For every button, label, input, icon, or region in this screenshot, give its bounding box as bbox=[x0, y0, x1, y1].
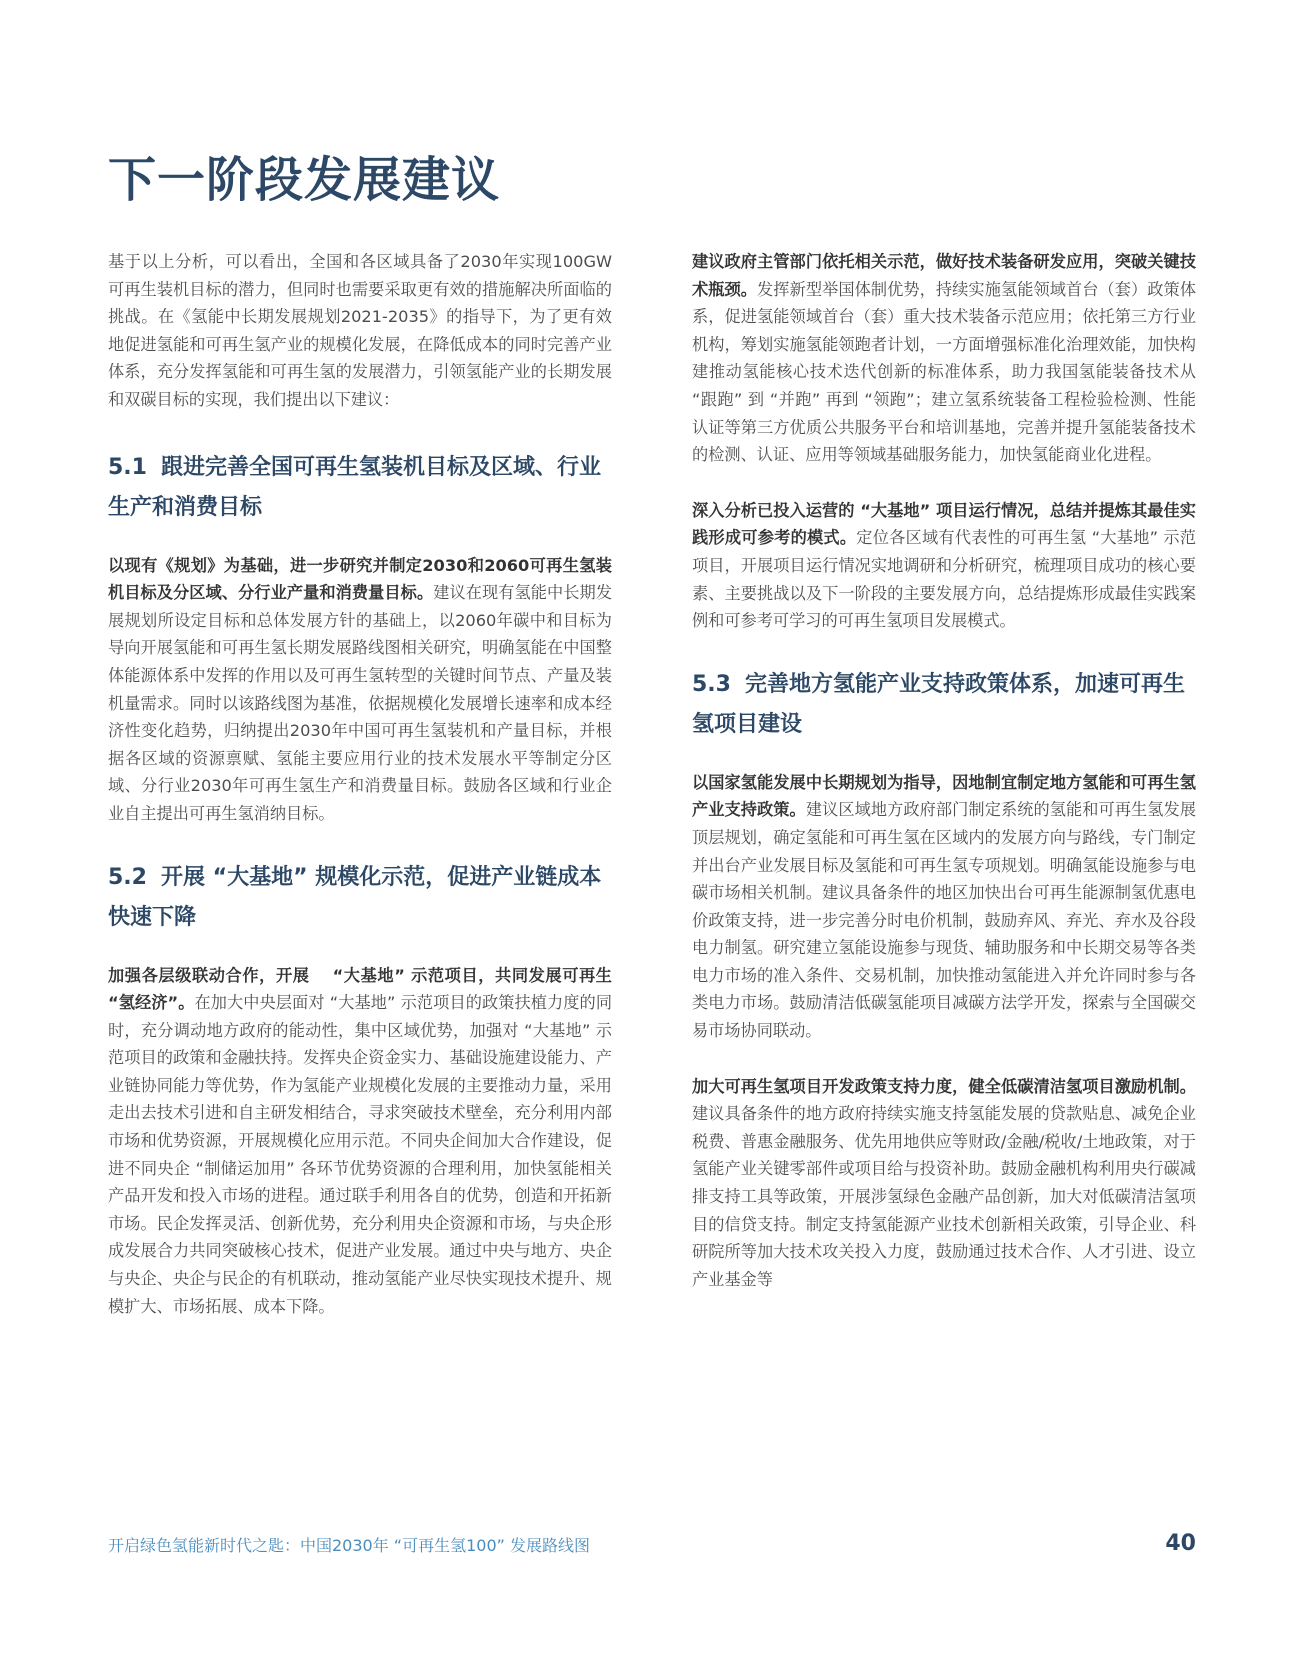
section-title: 完善地方氢能产业支持政策体系，加速可再生氢项目建设 bbox=[692, 671, 1185, 737]
section-5-2-paragraph bbox=[108, 962, 612, 1321]
paragraph-body: 建议在现有氢能中长期发展规划所设定目标和总体发展方针的基础上，以2060年碳中和目标为导向开展氢能和可再生氢长期发展路线图相关研究，明确氢能在中国整体能源体系中发挥的作用以及可再生氢转型的关键时间节点、产量及装机量需求。同时以该路线图为基准，依据规模化发展增长速率和成本经济性变化趋势，归纳提出2030年中国可再生氢装机和产量目标，并根据各区域的资源禀赋、氢能主要应用行业的技术发展水平等制定分区域、分行业2030年可再生氢生产和消费量目标。鼓励各区域和行业企业自主提出可再生氢消纳目标。 bbox=[108, 583, 613, 823]
section-5-3-paragraph-1 bbox=[692, 769, 1196, 1045]
paragraph-lead: 加大可再生氢项目开发政策支持力度，健全低碳清洁氢项目激励机制。 bbox=[692, 1076, 1196, 1096]
section-5-2-heading bbox=[108, 858, 612, 938]
paragraph-lead: 加强各层级联动合作，开展 “大基地” 示范项目，共同发展可再生 “氢经济”。 bbox=[108, 965, 612, 1013]
paragraph-body: 发挥新型举国体制优势，持续实施氢能领域首台（套）政策体系，促进氢能领域首台（套）重大技术装备示范应用；依托第三方行业机构，筹划实施氢能领跑者计划，一方面增强标准化治理效能，加快构建推动氢能核心技术迭代创新的标准体系，助力我国氢能装备技术从 “跟跑” 到 “并跑” 再到 “领跑”；建立氢系统装备工程检验检测、性能认证等第三方优质公共服务平台和培训基地，完善并提升氢能装备技术的检测、认证、应用等领域基础服务能力，加快氢能商业化进程。 bbox=[692, 279, 1197, 465]
section-5-3-paragraph-2 bbox=[692, 1073, 1196, 1294]
paragraph-body: 建议具备条件的地方政府持续实施支持氢能发展的贷款贴息、减免企业税费、普惠金融服务、优先用地供应等财政/金融/税收/土地政策，对于氢能产业关键零部件或项目给与投资补助。鼓励金融机构利用央行碳减排支持工具等政策，开展涉氢绿色金融产品创新，加大对低碳清洁氢项目的信贷支持。制定支持氢能源产业技术创新相关政策，引导企业、科研院所等加大技术攻关投入力度，鼓励通过技术合作、人才引进、设立产业基金等 bbox=[692, 1104, 1196, 1289]
section-number: 5.3 bbox=[692, 671, 731, 697]
footer-report-title: 开启绿色氢能新时代之匙：中国2030年 “可再生氢100” 发展路线图 bbox=[108, 1536, 591, 1555]
section-5-1-heading bbox=[108, 448, 612, 528]
section-title: 跟进完善全国可再生氢装机目标及区域、行业生产和消费目标 bbox=[108, 454, 601, 520]
paragraph-body: 定位各区域有代表性的可再生氢 “大基地” 示范项目，开展项目运行情况实地调研和分析研究，梳理项目成功的核心要素、主要挑战以及下一阶段的主要发展方向，总结提炼形成最佳实践案例和可参考可学习的可再生氢项目发展模式。 bbox=[692, 528, 1197, 631]
paragraph-lead: 以国家氢能发展中长期规划为指导，因地制宜制定地方氢能和可再生氢产业支持政策。 bbox=[692, 772, 1196, 820]
page-title: 下一阶段发展建议 bbox=[108, 152, 501, 208]
page-number: 40 bbox=[1165, 1531, 1196, 1556]
paragraph-body: 建议区域地方政府部门制定系统的氢能和可再生氢发展顶层规划，确定氢能和可再生氢在区域内的发展方向与路线，专门制定并出台产业发展目标及氢能和可再生氢专项规划。明确氢能设施参与电碳市场相关机制。建议具备条件的地区加快出台可再生能源制氢优惠电价政策支持，进一步完善分时电价机制，鼓励弃风、弃光、弃水及谷段电力制氢。研究建立氢能设施参与现货、辅助服务和中长期交易等各类电力市场的准入条件、交易机制，加快推动氢能进入并允许同时参与各类电力市场。鼓励清洁低碳氢能项目减碳方法学开发，探索与全国碳交易市场协同联动。 bbox=[692, 800, 1197, 1041]
left-column bbox=[108, 248, 612, 1320]
section-title: 开展 “大基地” 规模化示范，促进产业链成本快速下降 bbox=[108, 864, 602, 930]
section-5-1-paragraph bbox=[108, 552, 612, 828]
paragraph-body: 在加大中央层面对 “大基地” 示范项目的政策扶植力度的同时，充分调动地方政府的能动性，集中区域优势，加强对 “大基地” 示范项目的政策和金融扶持。发挥央企资金实力、基础设施建设能力、产业链协同能力等优势，作为氢能产业规模化发展的主要推动力量，采用走出去技术引进和自主研发相结合，寻求突破技术壁垒，充分利用内部市场和优势资源，开展规模化应用示范。不同央企间加大合作建设，促进不同央企 “制储运加用” 各环节优势资源的合理利用，加快氢能相关产品开发和投入市场的进程。通过联手利用各自的优势，创造和开拓新市场。民企发挥灵活、创新优势，充分利用央企资源和市场，与央企形成发展合力共同突破核心技术，促进产业发展。通过中央与地方、央企与央企、央企与民企的有机联动，推动氢能产业尽快实现技术提升、规模扩大、市场拓展、成本下降。 bbox=[108, 993, 613, 1316]
paragraph-lead: 深入分析已投入运营的 “大基地” 项目运行情况，总结并提炼其最佳实践形成可参考的模式。 bbox=[692, 500, 1196, 548]
section-number: 5.1 bbox=[108, 454, 147, 480]
right-column bbox=[692, 248, 1196, 1293]
section-number: 5.2 bbox=[108, 864, 147, 890]
paragraph-lead: 以现有《规划》为基础，进一步研究并制定2030和2060可再生氢装机目标及分区域、分行业产量和消费量目标。 bbox=[108, 555, 612, 603]
intro-paragraph: 基于以上分析，可以看出，全国和各区域具备了2030年实现100GW可再生装机目标的潜力，但同时也需要采取更有效的措施解决所面临的挑战。在《氢能中长期发展规划2021-2035》的指导下，为了更有效地促进氢能和可再生氢产业的规模化发展，在降低成本的同时完善产业体系，充分发挥氢能和可再生氢的发展潜力，引领氢能产业的长期发展和双碳目标的实现，我们提出以下建议： bbox=[108, 252, 612, 409]
tech-equipment-paragraph bbox=[692, 248, 1196, 469]
paragraph-lead: 建议政府主管部门依托相关示范，做好技术装备研发应用，突破关键技术瓶颈。 bbox=[692, 252, 1196, 299]
section-5-3-heading bbox=[692, 665, 1196, 745]
best-practice-paragraph bbox=[692, 497, 1196, 635]
